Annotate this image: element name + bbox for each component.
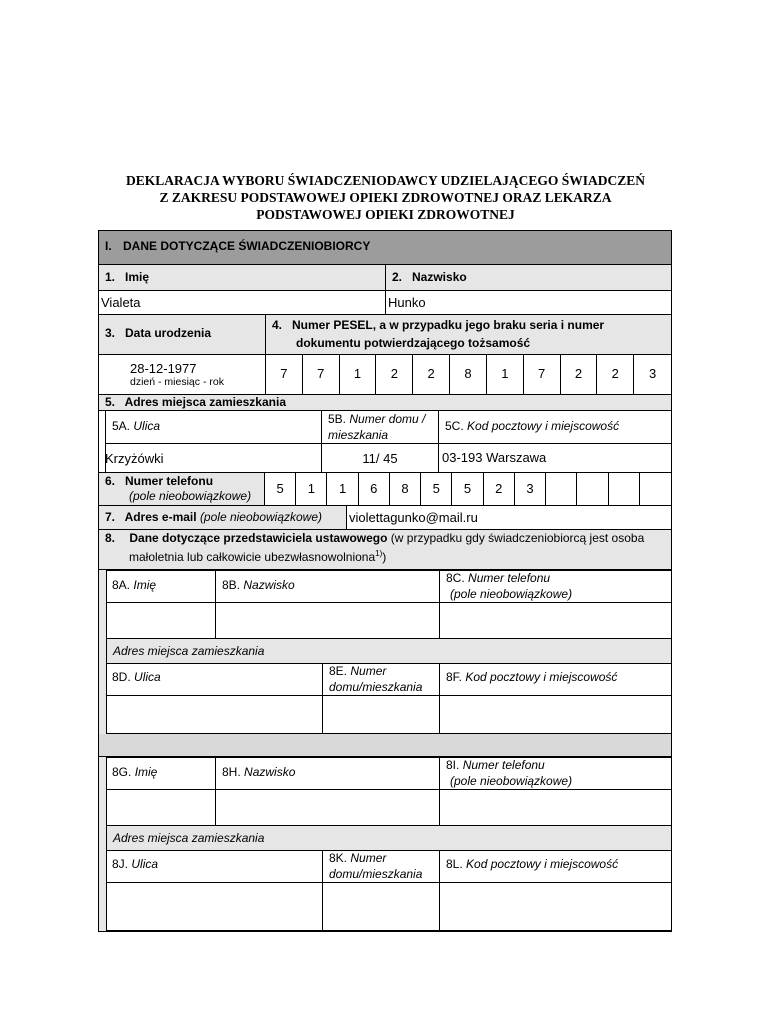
telefon-label-cell xyxy=(99,472,265,506)
ulica-label-cell xyxy=(106,411,322,444)
declaration-form xyxy=(98,230,672,932)
pesel-label-cell xyxy=(266,315,671,355)
rep1-dom-label xyxy=(323,663,440,696)
rep1-imie-num: 8A. xyxy=(112,578,131,592)
telefon-digit-cell[interactable] xyxy=(640,472,671,506)
data-urodzenia-value: 28-12-1977 xyxy=(130,361,197,376)
kod-field[interactable] xyxy=(439,444,671,472)
rep2-dom-text-1: Numer xyxy=(350,851,387,865)
dom-label-cell xyxy=(322,411,439,444)
przedstawiciel-heading: Dane dotyczące przedstawiciela ustawowego xyxy=(129,531,388,545)
rep1-nazwisko-label xyxy=(216,570,440,603)
telefon-hint: (pole nieobowiązkowe) xyxy=(129,489,252,503)
rep2-kod-num: 8L. xyxy=(446,857,463,871)
rep1-dom-text-1: Numer xyxy=(350,664,387,678)
telefon-digit-cell[interactable]: 5 xyxy=(452,472,483,506)
rep1-ulica-num: 8D. xyxy=(112,670,131,684)
nazwisko-label: 2. Nazwisko xyxy=(392,270,467,284)
imie-field[interactable] xyxy=(99,291,386,315)
dom-label-line-1: Numer domu / xyxy=(349,412,426,426)
pesel-digit-cell[interactable]: 2 xyxy=(597,355,634,395)
rep1-kod-label xyxy=(440,663,672,696)
title-line-2: Z ZAKRESU PODSTAWOWEJ OPIEKI ZDROWOTNEJ ORAZ LEKARZA xyxy=(159,190,612,205)
rep2-tel-hint: (pole nieobowiązkowe) xyxy=(450,774,573,788)
section-1-header xyxy=(99,231,671,265)
kod-label-cell xyxy=(439,411,671,444)
telefon-digit-cell[interactable]: 1 xyxy=(327,472,358,506)
rep2-imie-label xyxy=(106,757,216,790)
rep1-dom-num: 8E. xyxy=(329,664,348,678)
rep1-ulica-text: Ulica xyxy=(134,670,161,684)
rep1-adres-text: Adres miejsca zamieszkania xyxy=(113,644,265,658)
telefon-digit-cell[interactable]: 1 xyxy=(296,472,327,506)
rep2-ulica-text: Ulica xyxy=(131,857,159,871)
rep1-kod-field[interactable] xyxy=(440,696,672,734)
ulica-value: Krzyżówki xyxy=(105,451,164,466)
email-label-cell xyxy=(99,506,347,530)
email-value: violettagunko@mail.ru xyxy=(349,510,478,525)
rep2-kod-text: Kod pocztowy i miejscowość xyxy=(466,857,619,871)
przedstawiciel-heading-cell xyxy=(99,530,671,570)
przedstawiciel-close: ) xyxy=(382,550,387,564)
dom-value: 11/ 45 xyxy=(362,451,398,466)
pesel-digit-cell[interactable]: 2 xyxy=(376,355,413,395)
rep2-nazwisko-num: 8H. xyxy=(222,765,241,779)
rep1-dom-text-2: domu/mieszkania xyxy=(329,680,423,694)
rep2-nazwisko-text: Nazwisko xyxy=(244,765,296,779)
telefon-digit-cell[interactable]: 8 xyxy=(390,472,421,506)
nazwisko-field[interactable] xyxy=(386,291,671,315)
rep1-tel-text: Numer telefonu xyxy=(468,571,551,585)
rep1-tel-hint: (pole nieobowiązkowe) xyxy=(450,587,573,601)
telefon-digit-cell[interactable]: 2 xyxy=(484,472,515,506)
telefon-digit-cell[interactable] xyxy=(609,472,640,506)
data-urodzenia-label: 3. Data urodzenia xyxy=(105,326,212,340)
rep1-imie-label xyxy=(106,570,216,603)
rep2-tel-num: 8I. xyxy=(446,758,460,772)
pesel-digit-cell[interactable]: 8 xyxy=(450,355,487,395)
rep1-nazwisko-field[interactable] xyxy=(216,603,440,639)
telefon-digit-cell[interactable]: 5 xyxy=(265,472,296,506)
adres-label-cell xyxy=(99,395,671,411)
rep2-imie-text: Imię xyxy=(134,765,158,779)
rep2-nazwisko-label xyxy=(216,757,440,790)
telefon-digit-cell[interactable]: 6 xyxy=(359,472,390,506)
rep1-tel-label xyxy=(440,570,672,603)
rep2-ulica-label xyxy=(106,850,323,883)
rep2-dom-num: 8K. xyxy=(329,851,348,865)
email-label: 7. Adres e-mail xyxy=(105,510,197,524)
footnote-ref: 1) xyxy=(375,549,383,558)
email-field[interactable] xyxy=(347,506,671,530)
telefon-label: 6. Numer telefonu xyxy=(105,474,214,488)
rep2-dom-field[interactable] xyxy=(323,883,440,931)
rep1-kod-num: 8F. xyxy=(446,670,463,684)
dom-field[interactable] xyxy=(322,444,439,472)
imie-label: 1. Imię xyxy=(105,270,150,284)
rep1-nazwisko-text: Nazwisko xyxy=(243,578,295,592)
dom-num: 5B. xyxy=(328,412,347,426)
rep2-tel-text: Numer telefonu xyxy=(462,758,545,772)
data-urodzenia-label-cell xyxy=(99,315,266,355)
rep1-nazwisko-num: 8B. xyxy=(222,578,241,592)
pesel-label-line-2: dokumentu potwierdzającego tożsamość xyxy=(296,336,531,350)
rep1-adres-label xyxy=(106,639,672,663)
rep2-ulica-field[interactable] xyxy=(106,883,323,931)
rep2-kod-field[interactable] xyxy=(440,883,672,931)
dom-label-line-2: mieszkania xyxy=(328,428,389,442)
pesel-digit-cell[interactable]: 2 xyxy=(561,355,598,395)
pesel-digit-cell[interactable]: 2 xyxy=(413,355,450,395)
data-urodzenia-hint: dzień - miesiąc - rok xyxy=(130,376,224,388)
kod-value: 03-193 Warszawa xyxy=(442,450,547,465)
rep2-adres-text: Adres miejsca zamieszkania xyxy=(113,831,265,845)
kod-num: 5C. xyxy=(445,419,464,433)
nazwisko-label-cell xyxy=(386,265,671,291)
rep2-imie-field[interactable] xyxy=(106,790,216,826)
rep2-dom-label xyxy=(323,850,440,883)
telefon-digit-cell[interactable]: 3 xyxy=(515,472,546,506)
rep2-ulica-num: 8J. xyxy=(112,857,129,871)
rep2-nazwisko-field[interactable] xyxy=(216,790,440,826)
rep1-tel-field[interactable] xyxy=(440,603,672,639)
rep1-tel-num: 8C. xyxy=(446,571,465,585)
rep2-imie-num: 8G. xyxy=(112,765,132,779)
title-line-3: PODSTAWOWEJ OPIEKI ZDROWOTNEJ xyxy=(256,207,515,222)
pesel-digit-cell[interactable]: 7 xyxy=(266,355,303,395)
przedstawiciel-num: 8. xyxy=(105,531,116,545)
email-hint: (pole nieobowiązkowe) xyxy=(199,510,323,524)
section-1-number: I. xyxy=(105,239,112,253)
rep2-adres-label xyxy=(106,826,672,850)
telefon-digit-cell[interactable] xyxy=(577,472,608,506)
ulica-num: 5A. xyxy=(112,419,131,433)
representatives-separator xyxy=(99,734,671,757)
pesel-label-line-1: 4. Numer PESEL, a w przypadku jego braku seria i numer xyxy=(272,318,605,332)
rep1-ulica-field[interactable] xyxy=(106,696,323,734)
pesel-digit-cell[interactable]: 1 xyxy=(340,355,377,395)
rep1-imie-field[interactable] xyxy=(106,603,216,639)
nazwisko-value: Hunko xyxy=(388,295,426,310)
imie-label-cell xyxy=(99,265,386,291)
ulica-field[interactable] xyxy=(99,444,322,472)
rep1-kod-text: Kod pocztowy i miejscowość xyxy=(465,670,618,684)
rep1-imie-text: Imię xyxy=(133,578,157,592)
pesel-digit-cell[interactable]: 7 xyxy=(303,355,340,395)
ulica-label: Ulica xyxy=(133,419,161,433)
document-title xyxy=(98,172,673,223)
rep1-ulica-label xyxy=(106,663,323,696)
rep2-tel-field[interactable] xyxy=(440,790,672,826)
imie-value: Vialeta xyxy=(101,295,141,310)
telefon-digit-cell[interactable]: 5 xyxy=(421,472,452,506)
pesel-digit-cell[interactable]: 1 xyxy=(487,355,524,395)
rep2-dom-text-2: domu/mieszkania xyxy=(329,867,423,881)
telefon-digit-cell[interactable] xyxy=(546,472,577,506)
title-line-1: DEKLARACJA WYBORU ŚWIADCZENIODAWCY UDZIELAJĄCEGO ŚWIADCZEŃ xyxy=(125,173,646,188)
data-urodzenia-field[interactable] xyxy=(99,355,266,395)
pesel-digit-cell[interactable]: 3 xyxy=(634,355,671,395)
rep2-tel-label xyxy=(440,757,672,790)
rep2-kod-label xyxy=(440,850,672,883)
adres-label: 5. Adres miejsca zamieszkania xyxy=(105,395,286,409)
pesel-digit-cell[interactable]: 7 xyxy=(524,355,561,395)
section-1-heading: DANE DOTYCZĄCE ŚWIADCZENIOBIORCY xyxy=(123,239,371,253)
rep1-dom-field[interactable] xyxy=(323,696,440,734)
kod-label: Kod pocztowy i miejscowość xyxy=(467,419,620,433)
przedstawiciel-line-2: małoletnia lub całkowicie ubezwłasnowolniona xyxy=(129,550,376,564)
przedstawiciel-heading-rest: (w przypadku gdy świadczeniobiorcą jest osoba xyxy=(387,531,645,545)
